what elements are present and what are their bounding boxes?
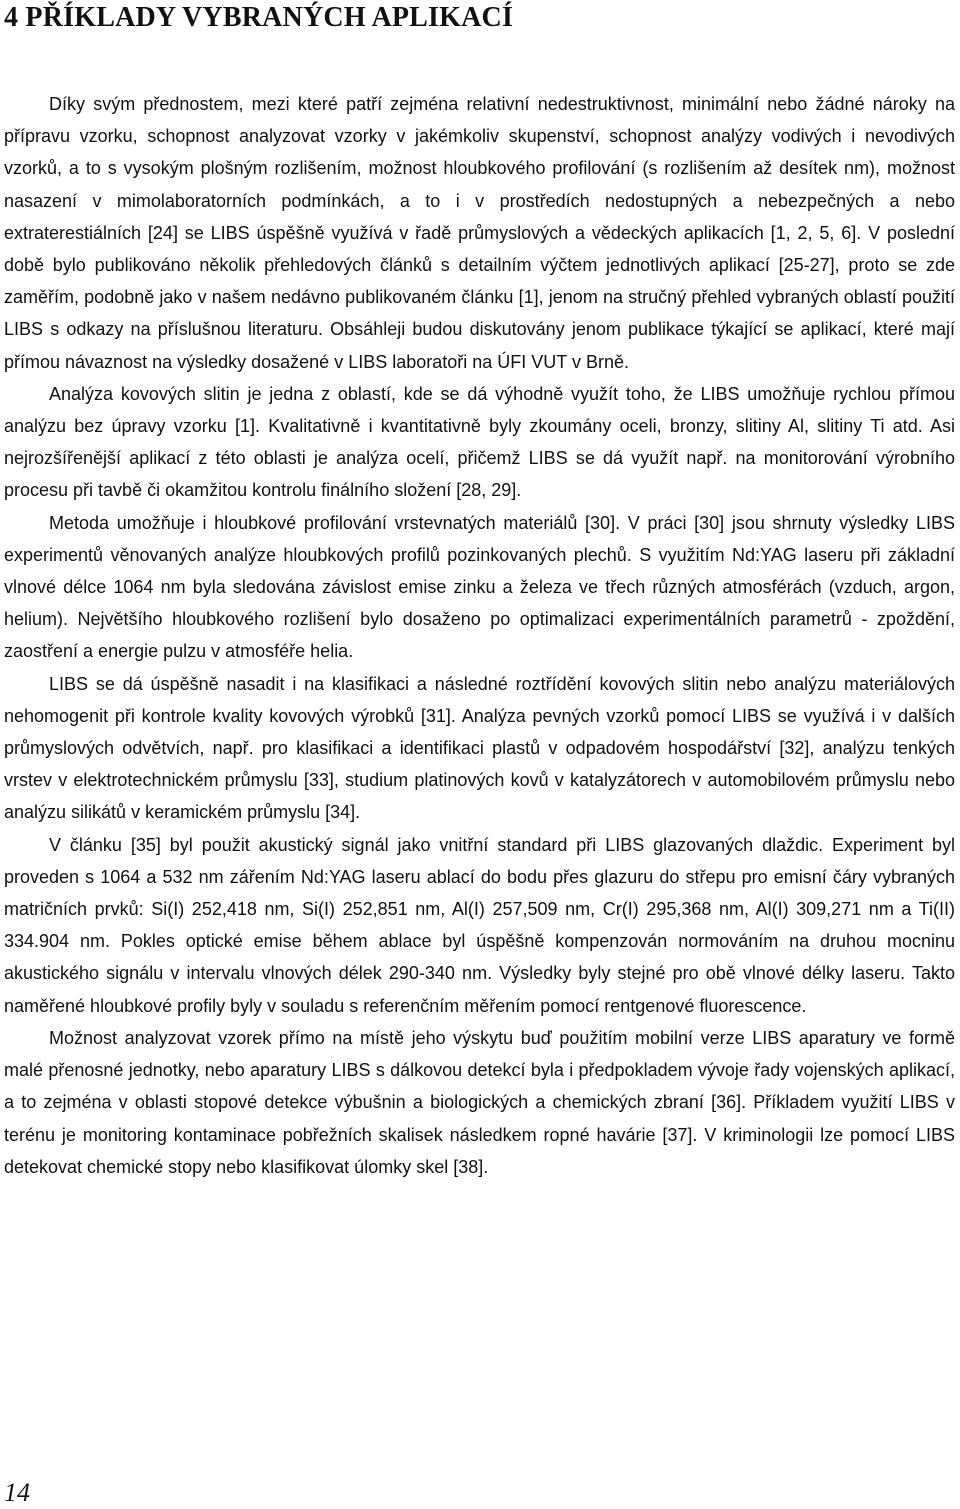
paragraph: Možnost analyzovat vzorek přímo na místě jeho výskytu buď použitím mobilní verze LIBS aparatury ve formě malé přenosné jednotky, nebo aparatury LIBS s dálkovou detekcí byla i předpokladem vývoje řady vojenských aplikací, a to zejména v oblasti stopové detekce výbušnin a biologických a chemických zbraní [36]. Příkladem využití LIBS v terénu je monitoring kontaminace pobřežních skalisek následkem ropné havárie [37]. V kriminologii lze pomocí LIBS detekovat chemické stopy nebo klasifikovat úlomky skel [38]. [4,1027,955,1177]
paragraph: Metoda umožňuje i hloubkové profilování vrstevnatých materiálů [30]. V práci [30] jsou shrnuty výsledky LIBS experimentů věnovaných analýze hloubkových profilů pozinkovaných plechů. S využitím Nd:YAG laseru při základní vlnové délce 1064 nm byla sledována závislost emise zinku a železa ve třech různých atmosférách (vzduch, argon, helium). Největšího hloubkového rozlišení bylo dosaženo po optimalizaci experimentálních parametrů - zpoždění, zaostření a energie pulzu v atmosféře helia. [4,512,955,662]
paragraph: Analýza kovových slitin je jedna z oblastí, kde se dá výhodně využít toho, že LIBS umožňuje rychlou přímou analýzu bez úpravy vzorku [1]. Kvalitativně i kvantitativně byly zkoumány oceli, bronzy, slitiny Al, slitiny Ti atd. Asi nejrozšířenější aplikací z této oblasti je analýza ocelí, přičemž LIBS se dá využít např. na monitorování výrobního procesu při tavbě či okamžitou kontrolu finálního složení [28, 29]. [4,383,955,501]
chapter-title: 4 PŘÍKLADY VYBRANÝCH APLIKACÍ [4,2,514,33]
page-number: 14 [4,1478,30,1507]
paragraph: LIBS se dá úspěšně nasadit i na klasifikaci a následné roztřídění kovových slitin nebo analýzu materiálových nehomogenit při kontrole kvality kovových výrobků [31]. Analýza pevných vzorků pomocí LIBS se využívá i v dalších průmyslových odvětvích, např. pro klasifikaci a identifikaci plastů v odpadovém hospodářství [32], analýzu tenkých vrstev v elektrotechnickém průmyslu [33], studium platinových kovů v katalyzátorech v automobilovém průmyslu nebo analýzu silikátů v keramickém průmyslu [34]. [4,673,955,823]
paragraph: Díky svým přednostem, mezi které patří zejména relativní nedestruktivnost, minimální nebo žádné nároky na přípravu vzorku, schopnost analyzovat vzorky v jakémkoliv skupenství, schopnost analýzy vodivých i nevodivých vzorků, a to s vysokým plošným rozlišením, možnost hloubkového profilování (s rozlišením až desítek nm), možnost nasazení v mimolaboratorních podmínkách, a to i v prostředích nedostupných a nebezpečných a nebo extraterestiálních [24] se LIBS úspěšně využívá v řadě průmyslových a vědeckých aplikacích [1, 2, 5, 6]. V poslední době bylo publikováno několik přehledových článků s detailním výčtem jednotlivých aplikací [25-27], proto se zde zaměřím, podobně jako v našem nedávno publikovaném článku [1], jenom na stručný přehled vybraných oblastí použití LIBS s odkazy na příslušnou literaturu. Obsáhleji budou diskutovány jenom publikace týkající se aplikací, které mají přímou návaznost na výsledky dosažené v LIBS laboratoři na ÚFI VUT v Brně. [4,94,955,372]
body-text [4,88,955,1183]
paragraph: V článku [35] byl použit akustický signál jako vnitřní standard při LIBS glazovaných dlaždic. Experiment byl proveden s 1064 a 532 nm zářením Nd:YAG laseru ablací do bodu přes glazuru do střepu pro emisní čáry vybraných matričních prvků: Si(I) 252,418 nm, Si(I) 252,851 nm, Al(I) 257,509 nm, Cr(I) 295,368 nm, Al(I) 309,271 nm a Ti(II) 334.904 nm. Pokles optické emise během ablace byl úspěšně kompenzován normováním na druhou mocninu akustického signálu v intervalu vlnových délek 290-340 nm. Výsledky byly stejné pro obě vlnové délky laseru. Takto naměřené hloubkové profily byly v souladu s referenčním měřením pomocí rentgenové fluorescence. [4,834,955,1016]
